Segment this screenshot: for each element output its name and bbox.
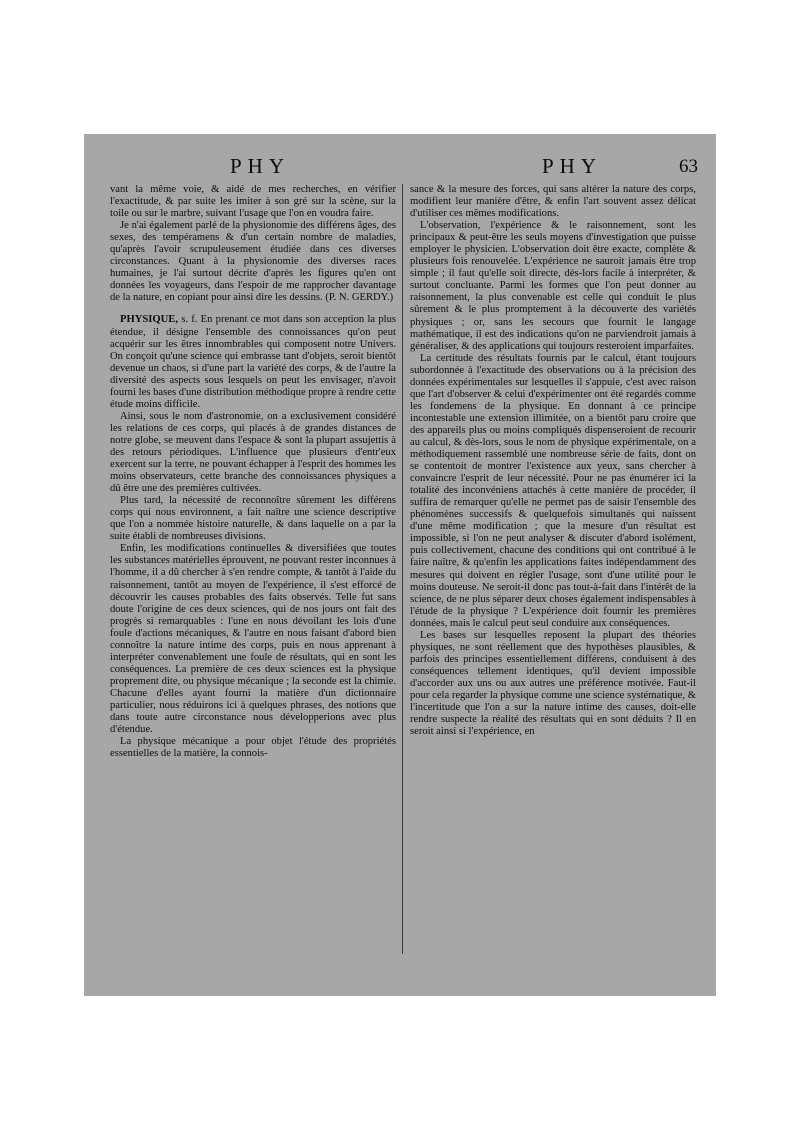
paragraph: Plus tard, la nécessité de reconnoître sûrement les différens corps qui nous environnent, a fait naître une science descriptive que l'on a nommée histoire naturelle, & dans laquelle on a par la suite établi de nombreuses divisions. [110,495,396,543]
running-head-right: PHY [542,154,603,178]
right-column [410,184,696,738]
column-rule [402,184,403,954]
entry-text: s. f. En prenant ce mot dans son acception la plus étendue, il désigne l'ensemble des connoissances qu'on peut acquérir sur les êtres innombrables qui composent notre Univers. On conçoit qu'une science qui embrasse tant d'objets, seroit bientôt devenue un chaos, si d'une part la variété des corps, & de l'autre la diversité des aspects sous lesquels on peut les envisager, n'avoit fourni les bases d'une distribution méthodique propre à rendre cette étude moins difficile. [110,314,396,410]
scanned-page-background [84,134,716,996]
paragraph: sance & la mesure des forces, qui sans altérer la nature des corps, modifient leur manière d'être, & enfin l'art souvent assez délicat d'utiliser ces mêmes modifications. [410,184,696,220]
entry-paragraph [110,314,396,410]
paragraph: La certitude des résultats fournis par le calcul, étant toujours subordonnée à l'exactitude des observations ou à la précision des données expérimentales sur lesquelles il s'appuie, c'est avec raison que l'art d'observer & celui d'expérimenter ont été regardés comme les fondemens de la physique. En donnant à ce principe incontestable une extension illimitée, on a bientôt paru croire que des appareils plus ou moins compliqués dispenseroient de recourir au calcul, & dès-lors, sous le nom de physique expérimentale, on a méthodiquement rassemblé une nombreuse série de faits, dont on se contentoit de montrer l'existence aux yeux, sans chercher à convaincre l'esprit de leur nécessité. Pour ne pas énumérer ici la totalité des inconvéniens attachés à cette manière de procéder, il suffira de remarquer qu'elle ne permet pas de saisir l'ensemble des phénomènes successifs & quelquefois simultanés qui naissent d'une même modification ; que la mesure d'un résultat est impossible, si l'on ne peut analyser & discuter d'abord isolément, puis collectivement, chacune des conditions qui ont contribué à le faire naître, & qu'enfin les applications faites indépendamment des mesures qui doivent en régler l'usage, sont d'une utilité pour le moins douteuse. Ne seroit-il donc pas tout-à-fait dans l'intérêt de la science, de ne plus séparer deux choses également indispensables à l'étude de la physique ? L'expérience doit fournir les premières données, mais le calcul peut seul conduire aux conséquences. [410,352,696,629]
paragraph: Je n'ai également parlé de la physionomie des différens âges, des sexes, des tempéramens & d'un certain nombre de maladies, qu'après l'avoir scrupuleusement étudiée dans ces diverses circonstances. Quant à la physionomie des diverses races humaines, je l'ai surtout décrite d'après les figures qu'en ont données les voyageurs, dans l'espoir de me rapprocher davantage de la nature, en copiant pour ainsi dire les dessins. (P. N. GERDY.) [110,220,396,304]
paragraph: Ainsi, sous le nom d'astronomie, on a exclusivement considéré les relations de ces corps, qui placés à de grandes distances de notre globe, se meuvent dans l'espace & sont la plupart assujettis à des retours périodiques. L'influence que plusieurs d'entr'eux exercent sur la terre, ne pouvant échapper à l'esprit des hommes les moins observateurs, cette branche des connoissances physiques a dû être une des premières cultivées. [110,410,396,495]
left-column [110,184,396,760]
paragraph: L'observation, l'expérience & le raisonnement, sont les principaux & peut-être les seuls moyens d'investigation que puisse employer le physicien. L'observation doit être exacte, complète & plusieurs fois renouvelée. L'expérience ne sauroit jamais être trop simple ; il faut qu'elle soit directe, dès-lors facile à interpréter, & surtout concluante. Parmi les formes que l'on peut donner au raisonnement, la plus convenable est celle qui conduit le plus sûrement & le plus promptement à la découverte des variétés physiques ; or, sans les secours que fournit le langage mathématique, il est des indications qu'on ne parviendroit jamais à généraliser, & des applications qui toujours resteroient imparfaites. [410,220,696,352]
running-head-left: PHY [230,154,291,178]
paragraph: La physique mécanique a pour objet l'étude des propriétés essentielles de la matière, la connois- [110,736,396,760]
paragraph: Enfin, les modifications continuelles & diversifiées que toutes les substances matérielles éprouvent, ne pouvant rester inconnues à l'homme, il a dû chercher à s'en rendre compte, & tantôt à l'aide du raisonnement, tantôt au moyen de l'expérience, il s'est efforcé de découvrir les causes probables des faits observés. Telle fut sans doute l'origine de ces deux sciences, qui de nos jours ont fait des progrès si remarquables : l'une en nous dévoilant les lois d'une foule d'actions mécaniques, & l'autre en nous faisant d'abord bien connoître la nature intime des corps, puis en nous apprenant à interpréter convenablement une foule de résultats, qui en sont les conséquences. La première de ces deux sciences est la physique proprement dite, ou physique mécanique ; la seconde est la chimie. Chacune d'elles ayant fourni la matière d'un dictionnaire particulier, nous réduirons ici à quelques phrases, des notions que dans toute autre circonstance nous développerions avec plus d'étendue. [110,543,396,736]
entry-headword: PHYSIQUE, [120,314,178,326]
page-number: 63 [679,156,698,177]
page [110,154,702,984]
paragraph: vant la même voie, & aidé de mes recherches, en vérifier l'exactitude, & par suite les imiter à son gré sur la scène, sur la toile ou sur le marbre, suivant l'usage que l'on en voudra faire. [110,184,396,220]
paragraph: Les bases sur lesquelles reposent la plupart des théories physiques, ne sont réellement que des hypothèses plausibles, & parfois des principes essentiellement différens, conduisent à des conséquences tellement identiques, qu'il devient impossible d'accorder aux uns ou aux autres une préférence motivée. Faut-il pour cela regarder la physique comme une science systématique, & l'incertitude que l'on a sur la nature intime des causes, doit-elle rendre suspecte la réalité des résultats qui en sont déduits ? Il en seroit ainsi si l'expérience, en [410,629,696,738]
